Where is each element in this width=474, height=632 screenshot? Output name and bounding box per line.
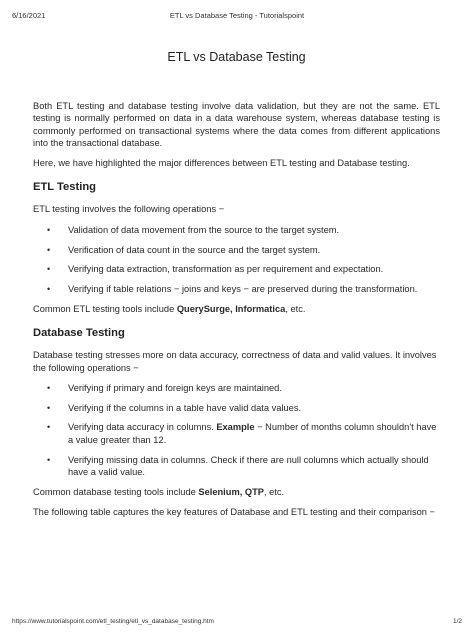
etl-lead: ETL testing involves the following operations − <box>33 204 225 215</box>
bullet-icon: • <box>47 244 51 255</box>
bullet-icon: • <box>47 402 51 413</box>
list-item <box>33 382 440 394</box>
db-lead: Database testing stresses more on data accuracy, correctness of data and valid values. It involves the following operations − <box>33 350 437 373</box>
bullet-icon: • <box>47 454 51 465</box>
etl-tools-prefix: Common ETL testing tools include <box>33 303 177 314</box>
intro-paragraph: Both ETL testing and database testing involve data validation, but they are not the same. ETL testing is normally performed on data in a data warehouse system, whereas database testing is commonly performed on transactional systems where the data comes from different applications into the transactional database. <box>33 101 440 148</box>
db-tools-suffix: , etc. <box>263 486 285 497</box>
intro-summary: Here, we have highlighted the major differences between ETL testing and Database testing. <box>33 158 410 169</box>
list-item-text: Validation of data movement from the source to the target system. <box>68 224 340 235</box>
closing-paragraph: The following table captures the key features of Database and ETL testing and their comparison − <box>33 506 435 517</box>
database-testing-heading: Database Testing <box>33 327 125 340</box>
print-url: https://www.tutorialspoint.com/etl_testing/etl_vs_database_testing.htm <box>12 618 214 625</box>
bullet-icon: • <box>47 422 51 433</box>
print-date: 6/16/2021 <box>12 11 46 20</box>
etl-tools-line <box>33 303 440 315</box>
list-item <box>33 402 440 414</box>
list-item <box>33 283 440 295</box>
list-item <box>33 224 440 236</box>
db-operations-list <box>33 382 440 478</box>
list-item <box>33 421 440 446</box>
list-item-text: Verifying if table relations − joins and keys − are preserved during the transformation. <box>68 284 418 295</box>
list-item-text: Verifying if the columns in a table have valid data values. <box>68 402 302 413</box>
example-label: Example <box>216 422 255 433</box>
print-header <box>12 11 462 23</box>
article-title: ETL vs Database Testing <box>167 50 306 64</box>
db-tools-prefix: Common database testing tools include <box>33 486 199 497</box>
etl-tools-suffix: , etc. <box>285 303 306 314</box>
etl-operations-list <box>33 224 440 296</box>
example-prefix: Verifying data accuracy in columns. <box>68 422 217 433</box>
article <box>33 50 440 526</box>
print-page-number: 1/2 <box>452 618 462 625</box>
bullet-icon: • <box>47 224 51 235</box>
list-item-text: Verifying data extraction, transformation as per requirement and expectation. <box>68 264 384 275</box>
bullet-icon: • <box>47 264 51 275</box>
list-item <box>33 244 440 256</box>
list-item-text: Verifying missing data in columns. Check if there are null columns which actually should have a valid value. <box>68 454 429 477</box>
list-item-text: Verification of data count in the source and the target system. <box>68 244 321 255</box>
list-item <box>33 454 440 479</box>
db-tools-line <box>33 486 440 498</box>
example-suffix: − Number of months column shouldn't have a value greater than 12. <box>68 422 437 445</box>
db-tools-names: Selenium, QTP <box>198 486 264 497</box>
etl-tools-names: QuerySurge, Informatica <box>176 303 286 314</box>
print-page-title: ETL vs Database Testing - Tutorialspoint <box>169 11 305 20</box>
etl-testing-heading: ETL Testing <box>33 181 96 194</box>
list-item-text: Verifying if primary and foreign keys are maintained. <box>68 382 282 393</box>
list-item-text <box>68 422 436 444</box>
bullet-icon: • <box>47 382 51 393</box>
bullet-icon: • <box>47 284 51 295</box>
list-item <box>33 263 440 275</box>
